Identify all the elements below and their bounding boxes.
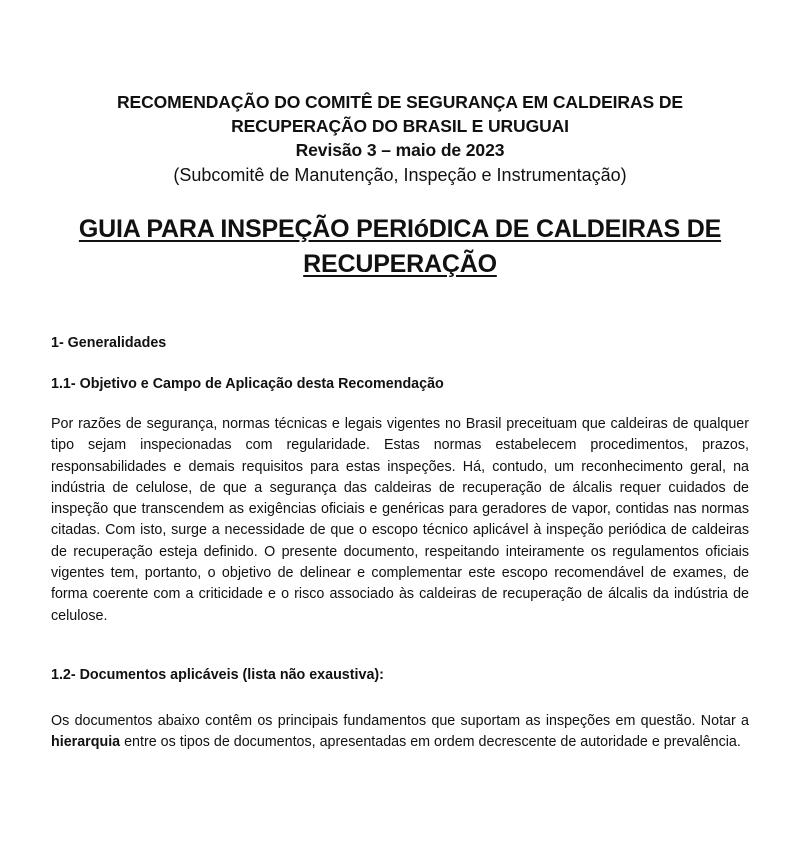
- section-heading-1-2: 1.2- Documentos aplicáveis (lista não exaustiva):: [51, 667, 384, 683]
- header-line-1: RECOMENDAÇÃO DO COMITÊ DE SEGURANÇA EM CALDEIRAS DE: [117, 92, 683, 112]
- paragraph-text-after: entre os tipos de documentos, apresentadas em ordem decrescente de autoridade e prevalência.: [120, 734, 741, 751]
- revision-line: Revisão 3 – maio de 2023: [295, 140, 505, 160]
- document-header: [0, 90, 800, 188]
- paragraph-text-before: Os documentos abaixo contêm os principais fundamentos que suportam as inspeções em questão. Notar a: [51, 713, 749, 729]
- header-line-2: RECUPERAÇÃO DO BRASIL E URUGUAI: [231, 116, 569, 136]
- section-1-2-paragraph: [51, 711, 749, 754]
- title-line-1: GUIA PARA INSPEÇÃO PERIóDICA DE CALDEIRAS DE: [78, 215, 722, 243]
- section-heading-1: 1- Generalidades: [51, 335, 167, 351]
- document-title: [0, 212, 800, 282]
- section-heading-1-1: 1.1- Objetivo e Campo de Aplicação desta Recomendação: [51, 376, 444, 392]
- title-line-2: RECUPERAÇÃO: [303, 250, 497, 278]
- section-1-1-paragraph: Por razões de segurança, normas técnicas e legais vigentes no Brasil preceituam que caldeiras de qualquer tipo sejam inspecionadas com regularidade. Estas normas estabelecem procedimentos, prazos, responsabilidades e demais requisitos para estas inspeções. Há, contudo, um reconhecimento geral, na indústria de celulose, de que a segurança das caldeiras de recuperação de álcalis requer cuidados de inspeção que transcendem as exigências oficiais e genéricas para geradores de vapor, contidas nas normas citadas. Com isto, surge a necessidade de que o escopo técnico aplicável à inspeção periódica de caldeiras de recuperação esteja definido. O presente documento, respeitando inteiramente os regulamentos oficiais vigentes tem, portanto, o objetivo de delinear e complementar este escopo recomendável de exames, de forma coerente com a criticidade e o risco associado às caldeiras de recuperação de álcalis da indústria de celulose.: [51, 416, 749, 624]
- emphasis-hierarchy: hierarquia: [51, 734, 121, 751]
- subcommittee-line: (Subcomitê de Manutenção, Inspeção e Instrumentação): [173, 165, 627, 185]
